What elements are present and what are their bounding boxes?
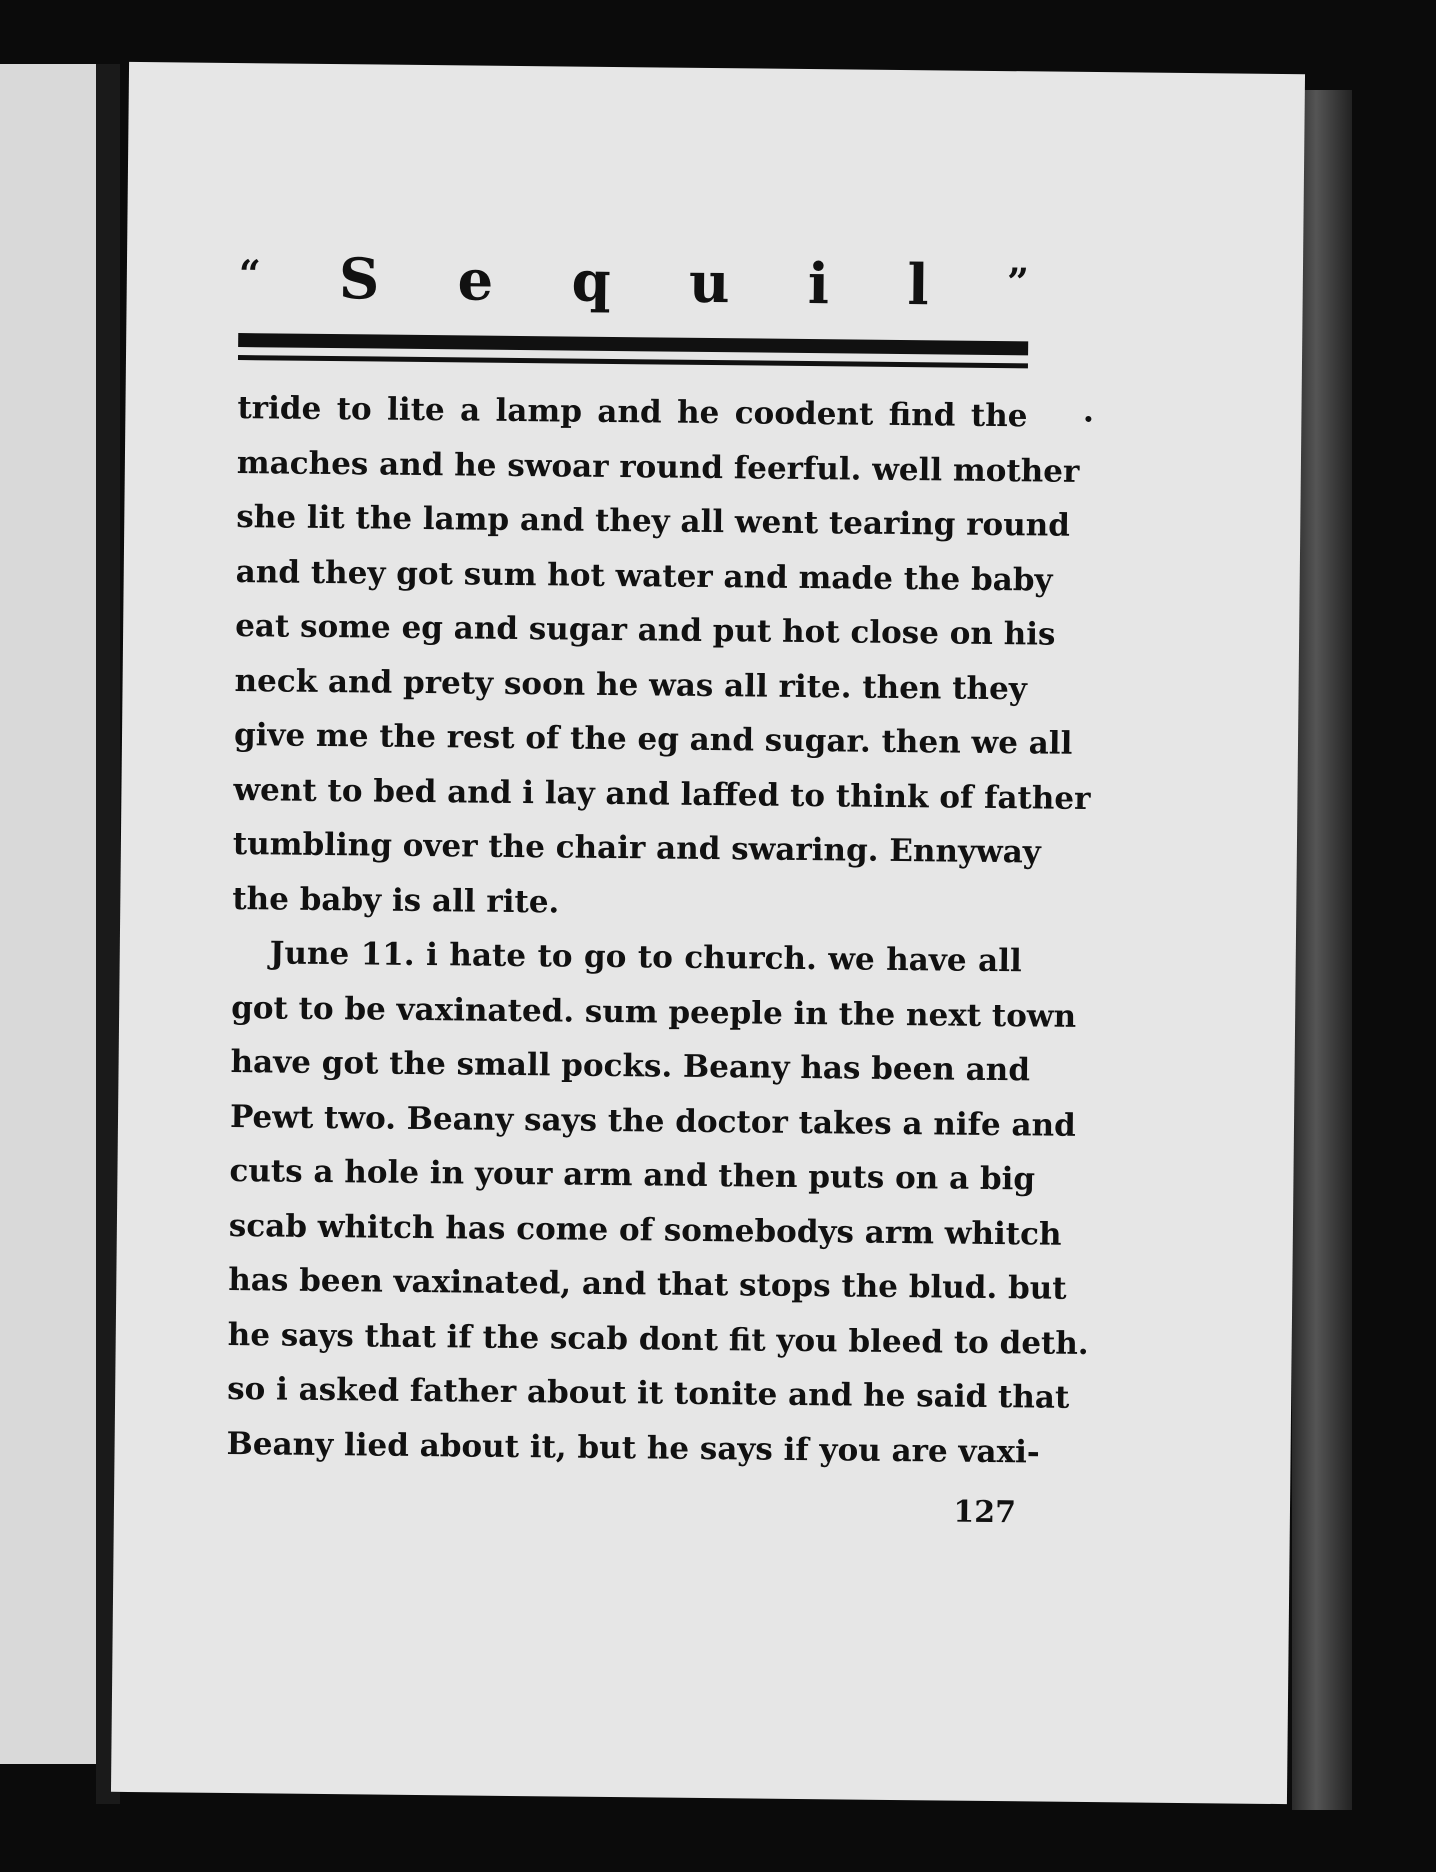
running-head-letter: i [807,251,830,318]
running-head-close-quote: ” [1006,259,1030,305]
text-line: maches and he swoar round feerful. well mother [236,444,1080,490]
text-line: tumbling over the chair and swaring. Ennyway [232,826,1041,871]
running-head-letter: l [907,252,930,319]
text-line: scab whitch has come of somebodys arm whitch [228,1207,1062,1253]
page-number: 127 [953,1494,1017,1531]
running-head-letter: u [688,249,730,317]
facing-page-edge [0,64,96,1764]
text-line: he says that if the scab dont fit you bleed to deth. [227,1316,1089,1362]
book-page [111,62,1305,1804]
paragraph-continued [232,381,1091,934]
running-head-letter: e [457,247,494,314]
running-head-letter: q [571,248,612,315]
body-text [226,381,1091,1479]
paragraph-june-11 [226,926,1089,1479]
text-line: got to be vaxinated. sum peeple in the next town [231,989,1077,1035]
text-line: and they got sum hot water and made the baby [235,553,1053,599]
text-line: has been vaxinated, and that stops the blud. but [228,1261,1067,1307]
text-line: neck and prety soon he was all rite. then they [234,662,1028,707]
text-line: Pewt two. Beany says the doctor takes a nife and [229,1098,1076,1144]
header-rule-thick [238,333,1028,355]
text-line: so i asked father about it tonite and he said that [227,1370,1070,1416]
running-head-letter: S [338,246,380,313]
text-line: went to bed and i lay and laffed to think of father [233,771,1091,817]
running-head [238,245,1029,319]
text-line: she lit the lamp and they all went tearing round [236,499,1071,544]
text-line: give me the rest of the eg and sugar. then we all [233,717,1073,762]
text-line: Beany lied about it, but he says if you are vaxi- [226,1425,1040,1471]
text-line: the baby is all rite. [232,880,560,920]
text-line: tride to lite a lamp and he coodent find the [237,390,1028,435]
running-head-open-quote: “ [238,251,261,297]
text-line: have got the small pocks. Beany has been and [230,1044,1031,1089]
ink-speck [1085,416,1091,422]
text-line: cuts a hole in your arm and then puts on a big [229,1153,1036,1198]
text-line: eat some eg and sugar and put hot close on his [235,608,1056,653]
text-line: June 11. i hate to go to church. we have all [269,935,1022,980]
header-rule-thin [238,355,1028,368]
